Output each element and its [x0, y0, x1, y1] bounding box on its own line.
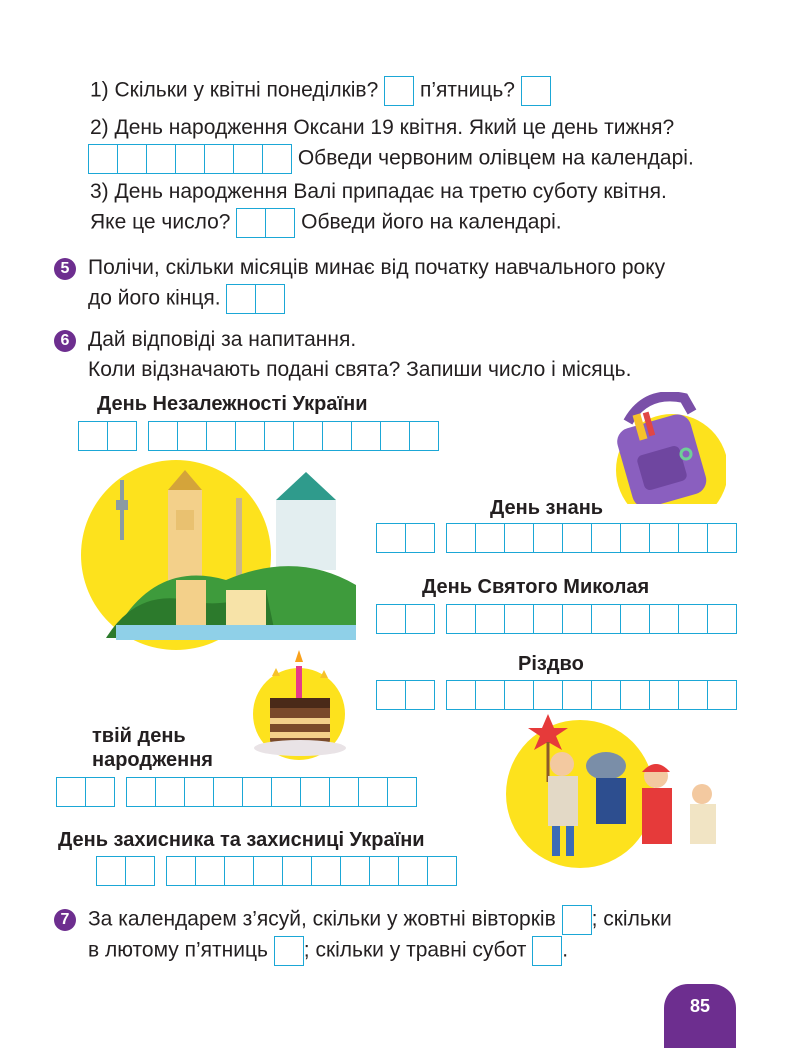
question-2-text-a: 2) День народження Оксани 19 квітня. Який це день тижня? [90, 116, 675, 139]
kyiv-landmarks-illustration [76, 460, 366, 650]
question-3-line-2 [90, 208, 562, 238]
answer-box-fridays-february[interactable] [274, 936, 304, 966]
answer-box-tuesdays-october[interactable] [562, 905, 592, 935]
cells-st-nicholas-day[interactable] [376, 604, 435, 634]
answer-box-fridays[interactable] [521, 76, 551, 106]
birthday-cake-illustration [246, 648, 356, 764]
cells-birthday-month[interactable] [126, 777, 417, 807]
cells-knowledge-month[interactable] [446, 523, 737, 553]
cells-defenders-day[interactable] [96, 856, 155, 886]
task-7-text-e: . [562, 938, 569, 962]
answer-cells-date[interactable] [236, 208, 295, 238]
page-number: 85 [689, 996, 711, 1016]
task-6-number: 6 [54, 330, 76, 352]
answer-cells-weekday[interactable] [88, 144, 292, 174]
cells-independence-day[interactable] [78, 421, 137, 451]
task-6-line-2: Коли відзначають подані свята? Запиши число і місяць. [88, 358, 632, 381]
task-7-text-a: За календарем з’ясуй, скільки у жовтні вівторків [88, 907, 556, 931]
task-7-line-2 [88, 936, 568, 966]
question-3-text-b: Яке це число? [90, 210, 231, 234]
backpack-illustration [606, 392, 726, 504]
page-number-tab [664, 984, 736, 1048]
cells-christmas-month[interactable] [446, 680, 737, 710]
holiday-label-birthday-1: твій день [92, 725, 186, 747]
task-7-text-d: ; скільки у травні субот [303, 938, 527, 962]
task-7-number: 7 [54, 909, 76, 931]
cells-independence-month[interactable] [148, 421, 439, 451]
holiday-label-knowledge: День знань [490, 497, 604, 519]
question-2-text-b: Обведи червоним олівцем на календарі. [297, 146, 694, 170]
task-7-line-1 [88, 905, 672, 935]
question-1 [90, 76, 551, 106]
cells-christmas-day[interactable] [376, 680, 435, 710]
holiday-label-independence: День Незалежності України [97, 393, 368, 415]
holiday-label-defenders: День захисника та захисниці України [58, 829, 425, 851]
christmas-carolers-illustration [496, 712, 740, 872]
task-5-line-1: Полічи, скільки місяців минає від початку навчального року [88, 256, 666, 279]
task-6-line-1: Дай відповіді за напитання. [88, 328, 357, 351]
question-2-line-2 [88, 144, 694, 174]
answer-cells-months[interactable] [226, 284, 285, 314]
answer-box-mondays[interactable] [384, 76, 414, 106]
question-3-text-a: 3) День народження Валі припадає на третю суботу квітня. [90, 180, 667, 203]
cells-defenders-month[interactable] [166, 856, 457, 886]
holiday-label-christmas: Різдво [518, 653, 584, 675]
cells-st-nicholas-month[interactable] [446, 604, 737, 634]
task-7-text-c: в лютому п’ятниць [88, 938, 268, 962]
holiday-label-birthday-2: народження [92, 749, 213, 771]
question-1-text-b: п’ятниць? [419, 78, 515, 102]
task-5-number: 5 [54, 258, 76, 280]
task-7-text-b: ; скільки [591, 907, 672, 931]
question-1-text-a: 1) Скільки у квітні понеділків? [90, 78, 379, 102]
answer-box-saturdays-may[interactable] [532, 936, 562, 966]
cells-birthday-day[interactable] [56, 777, 115, 807]
holiday-label-st-nicholas: День Святого Миколая [422, 576, 650, 598]
cells-knowledge-day[interactable] [376, 523, 435, 553]
question-3-text-c: Обведи його на календарі. [301, 210, 562, 234]
task-5-line-2 [88, 284, 285, 314]
task-5-text: до його кінця. [88, 286, 221, 310]
